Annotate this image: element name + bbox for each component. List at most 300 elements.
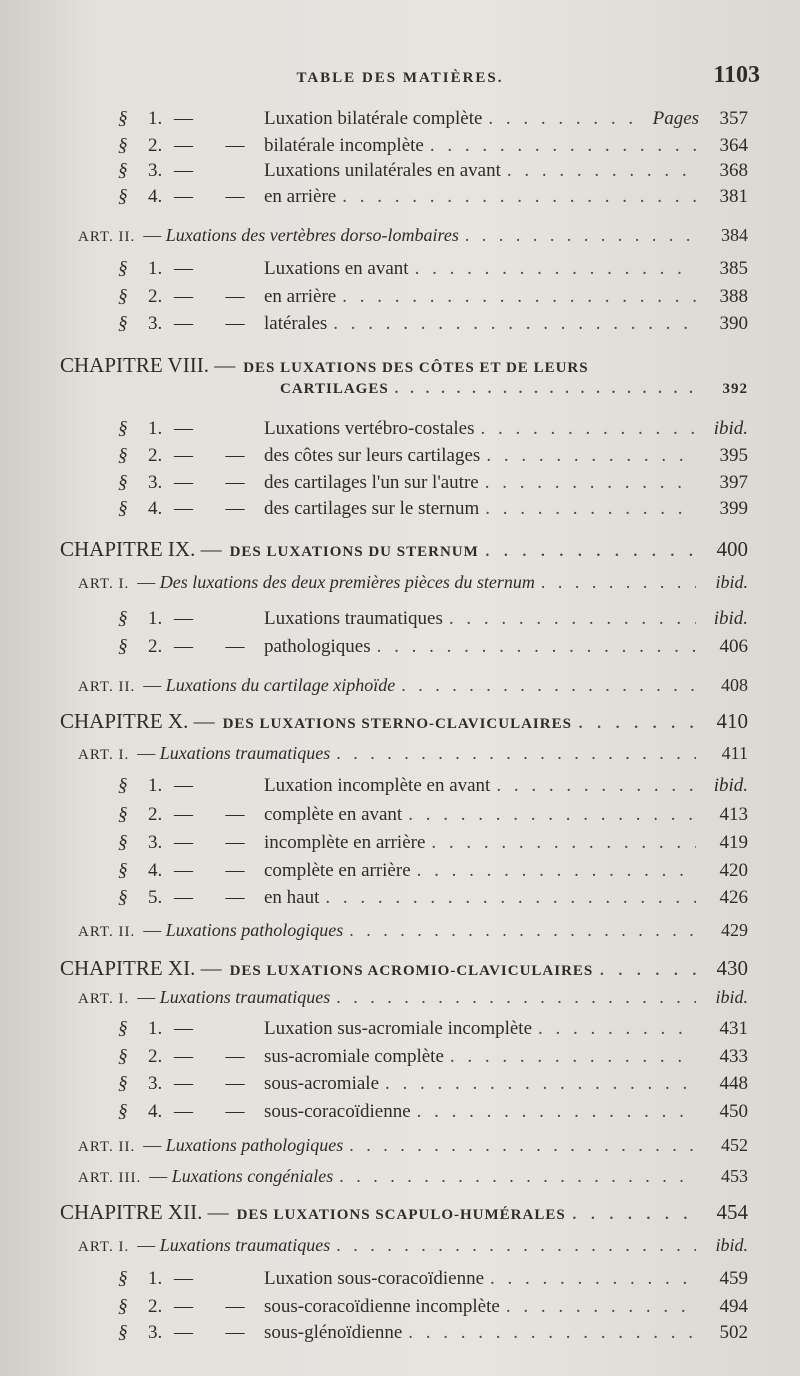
page-reference: 502 <box>719 1322 748 1343</box>
entry-label <box>118 286 336 308</box>
toc-chapter-entry <box>280 381 748 398</box>
entry-dash: — <box>174 135 193 156</box>
entry-dash: — <box>174 1073 193 1094</box>
section-mark: § <box>118 1101 128 1122</box>
ditto-dash: — <box>225 286 245 307</box>
leader-dots <box>395 381 696 398</box>
section-mark: § <box>118 472 128 493</box>
entry-label <box>280 381 389 398</box>
toc-section-entry <box>118 160 748 182</box>
article-label: ART. I. <box>78 747 130 763</box>
entry-dash: — <box>174 1268 193 1289</box>
section-number: 1. <box>148 258 163 279</box>
page-reference: 399 <box>719 498 748 519</box>
ditto-dash: — <box>225 832 245 853</box>
page-reference: 420 <box>719 860 748 881</box>
entry-dash: — <box>149 1166 168 1186</box>
entry-label <box>118 775 490 797</box>
ditto-dash: — <box>225 186 245 207</box>
entry-label <box>118 445 480 467</box>
section-mark: § <box>118 286 128 307</box>
entry-dash: — <box>174 1296 193 1317</box>
section-number: 2. <box>148 804 163 825</box>
chapter-label: CHAPITRE IX. <box>60 537 196 561</box>
page-reference: 410 <box>716 709 748 733</box>
leader-dots <box>377 636 696 658</box>
entry-label <box>60 709 572 734</box>
toc-section-entry <box>118 1322 748 1344</box>
leader-dots <box>538 1018 696 1040</box>
pages-label: Pages <box>652 108 700 129</box>
entry-dash: — <box>137 572 156 592</box>
leader-dots <box>507 160 696 182</box>
entry-label <box>118 135 424 157</box>
entry-label <box>78 987 330 1008</box>
toc-section-entry <box>118 1296 748 1318</box>
toc-section-entry <box>118 313 748 335</box>
entry-dash: — <box>174 160 193 181</box>
toc-article-entry <box>78 920 748 941</box>
toc-section-entry <box>118 1101 748 1123</box>
leader-dots <box>339 1166 696 1187</box>
entry-title: en arrière <box>264 286 337 307</box>
entry-dash: — <box>200 537 222 561</box>
entry-label <box>118 258 409 280</box>
leader-dots <box>333 313 696 335</box>
leader-dots <box>336 1235 696 1256</box>
entry-label <box>118 1046 444 1068</box>
section-mark: § <box>118 608 128 629</box>
ditto-dash: — <box>225 860 245 881</box>
entry-label <box>78 1135 343 1156</box>
entry-title: bilatérale incomplète <box>264 135 424 156</box>
section-number: 1. <box>148 1268 163 1289</box>
toc-section-entry <box>118 186 748 208</box>
entry-dash: — <box>174 313 193 334</box>
entry-dash: — <box>143 1135 162 1155</box>
section-mark: § <box>118 832 128 853</box>
entry-dash: — <box>174 186 193 207</box>
entry-dash: — <box>174 472 193 493</box>
entry-title: en arrière <box>264 186 337 207</box>
section-mark: § <box>118 135 128 156</box>
entry-title: sous-acromiale <box>264 1073 380 1094</box>
entry-title: Luxation bilatérale complète <box>264 108 483 129</box>
entry-dash: — <box>174 832 193 853</box>
section-number: 3. <box>148 1322 163 1343</box>
section-mark: § <box>118 108 128 129</box>
entry-label <box>118 418 475 440</box>
entry-label <box>78 675 395 696</box>
page-reference: 426 <box>719 887 748 908</box>
toc-section-entry <box>118 418 748 440</box>
entry-dash: — <box>174 860 193 881</box>
leader-dots <box>408 804 696 826</box>
toc-section-entry <box>118 472 748 494</box>
entry-dash: — <box>174 108 193 129</box>
section-number: 4. <box>148 186 163 207</box>
page-reference: 431 <box>719 1018 748 1039</box>
section-mark: § <box>118 775 128 796</box>
entry-label <box>78 1166 333 1187</box>
entry-label <box>118 1322 402 1344</box>
section-number: 2. <box>148 135 163 156</box>
section-mark: § <box>118 160 128 181</box>
entry-dash: — <box>143 225 162 245</box>
section-mark: § <box>118 860 128 881</box>
toc-section-entry <box>118 775 748 797</box>
entry-dash: — <box>174 1018 193 1039</box>
entry-dash: — <box>143 675 162 695</box>
chapter-title: DES LUXATIONS STERNO-CLAVICULAIRES <box>222 716 572 732</box>
section-mark: § <box>118 445 128 466</box>
entry-dash: — <box>174 887 193 908</box>
page-reference: 381 <box>719 186 748 207</box>
section-mark: § <box>118 636 128 657</box>
toc-section-entry <box>118 498 748 520</box>
toc-section-entry <box>118 135 748 157</box>
chapter-title: DES LUXATIONS ACROMIO-CLAVICULAIRES <box>229 963 594 979</box>
article-label: ART. I. <box>78 576 130 592</box>
entry-label <box>78 920 343 941</box>
entry-label <box>60 353 589 378</box>
leader-dots <box>481 418 696 440</box>
leader-dots <box>349 1135 696 1156</box>
chapter-label: CHAPITRE X. <box>60 709 189 733</box>
entry-label <box>118 498 479 520</box>
page-reference: 406 <box>719 636 748 657</box>
leader-dots <box>450 1046 696 1068</box>
ditto-dash: — <box>225 636 245 657</box>
section-mark: § <box>118 1018 128 1039</box>
section-number: 5. <box>148 887 163 908</box>
page-reference: 413 <box>719 804 748 825</box>
toc-section-entry <box>118 258 748 280</box>
leader-dots <box>599 956 696 981</box>
leader-dots <box>401 675 696 696</box>
entry-title: Luxations en avant <box>264 258 409 279</box>
ditto-dash: — <box>225 313 245 334</box>
section-number: 3. <box>148 832 163 853</box>
section-mark: § <box>118 1073 128 1094</box>
entry-title: complète en arrière <box>264 860 411 881</box>
ditto-dash: — <box>225 804 245 825</box>
entry-title: sus-acromiale complète <box>264 1046 444 1067</box>
section-number: 1. <box>148 1018 163 1039</box>
entry-label <box>118 804 402 826</box>
entry-label <box>60 956 593 981</box>
section-number: 3. <box>148 313 163 334</box>
section-number: 3. <box>148 160 163 181</box>
page-reference: 433 <box>719 1046 748 1067</box>
leader-dots <box>385 1073 696 1095</box>
entry-title: Luxations du cartilage xiphoïde <box>165 675 396 695</box>
page-reference: 453 <box>721 1166 748 1186</box>
section-number: 1. <box>148 775 163 796</box>
article-label: ART. I. <box>78 991 130 1007</box>
toc-section-entry <box>118 1018 748 1040</box>
section-mark: § <box>118 418 128 439</box>
entry-dash: — <box>137 743 156 763</box>
leader-dots <box>465 225 696 246</box>
section-number: 4. <box>148 860 163 881</box>
toc-section-entry <box>118 608 748 630</box>
page-reference: ibid. <box>713 775 748 796</box>
entry-label <box>118 1018 532 1040</box>
entry-title: incomplète en arrière <box>264 832 426 853</box>
page-number: 1103 <box>713 62 760 88</box>
ditto-dash: — <box>225 498 245 519</box>
leader-dots <box>485 472 696 494</box>
entry-title: des cartilages sur le sternum <box>264 498 480 519</box>
toc-chapter-entry <box>60 353 748 378</box>
toc-article-entry <box>78 675 748 696</box>
section-mark: § <box>118 1322 128 1343</box>
section-number: 2. <box>148 636 163 657</box>
ditto-dash: — <box>225 472 245 493</box>
section-number: 1. <box>148 608 163 629</box>
page-reference: 429 <box>721 920 748 940</box>
entry-dash: — <box>137 987 156 1007</box>
entry-label <box>78 743 330 764</box>
entry-label <box>118 1073 379 1095</box>
entry-dash: — <box>143 920 162 940</box>
entry-title: sous-glénoïdienne <box>264 1322 403 1343</box>
toc-section-entry <box>118 445 748 467</box>
entry-title: Luxations des vertèbres dorso-lombaires <box>165 225 459 245</box>
section-mark: § <box>118 186 128 207</box>
page-reference: 385 <box>719 258 748 279</box>
leader-dots <box>486 445 696 467</box>
page-reference: 357 <box>719 108 748 129</box>
ditto-dash: — <box>225 445 245 466</box>
entry-label <box>118 887 319 909</box>
entry-label <box>118 472 479 494</box>
section-number: 2. <box>148 1046 163 1067</box>
toc-chapter-entry <box>60 709 748 734</box>
page-reference: ibid. <box>713 608 748 629</box>
entry-dash: — <box>137 1235 156 1255</box>
entry-title: en haut <box>264 887 320 908</box>
ditto-dash: — <box>225 1322 245 1343</box>
entry-label <box>60 537 479 562</box>
page-reference: 411 <box>721 743 748 763</box>
page-reference: 408 <box>721 675 748 695</box>
entry-dash: — <box>214 353 236 377</box>
running-header-title: TABLE DES MATIÈRES. <box>296 70 504 86</box>
entry-dash: — <box>200 956 222 980</box>
entry-dash: — <box>174 775 193 796</box>
ditto-dash: — <box>225 1046 245 1067</box>
section-number: 4. <box>148 1101 163 1122</box>
article-label: ART. II. <box>78 1139 136 1155</box>
page-reference: ibid. <box>715 987 748 1007</box>
leader-dots <box>506 1296 696 1318</box>
entry-dash: — <box>174 804 193 825</box>
leader-dots <box>325 887 696 909</box>
leader-dots <box>430 135 696 157</box>
chapter-label: CHAPITRE VIII. <box>60 353 209 377</box>
toc-article-entry <box>78 1235 748 1256</box>
page-reference: 364 <box>719 135 748 156</box>
entry-label <box>118 636 371 658</box>
toc-section-entry <box>118 286 748 308</box>
toc-section-entry <box>118 1046 748 1068</box>
page-reference: 459 <box>719 1268 748 1289</box>
toc-article-entry <box>78 1135 748 1156</box>
entry-dash: — <box>207 1200 229 1224</box>
entry-title: Luxations congéniales <box>171 1166 334 1186</box>
page-reference: ibid. <box>715 1235 748 1255</box>
entry-title: Luxations traumatiques <box>159 1235 331 1255</box>
toc-section-entry <box>118 108 748 130</box>
entry-title: Luxations traumatiques <box>264 608 443 629</box>
entry-dash: — <box>174 498 193 519</box>
toc-article-entry <box>78 1166 748 1187</box>
section-mark: § <box>118 498 128 519</box>
section-number: 3. <box>148 472 163 493</box>
section-number: 1. <box>148 418 163 439</box>
section-mark: § <box>118 804 128 825</box>
entry-label <box>118 186 336 208</box>
chapter-label: CHAPITRE XI. <box>60 956 196 980</box>
leader-dots <box>431 832 696 854</box>
toc-section-entry <box>118 1268 748 1290</box>
page-reference: 384 <box>721 225 748 245</box>
ditto-dash: — <box>225 887 245 908</box>
page-reference: 390 <box>719 313 748 334</box>
chapter-title-continued: CARTILAGES <box>280 381 389 397</box>
ditto-dash: — <box>225 1073 245 1094</box>
page-reference: 454 <box>716 1200 748 1224</box>
leader-dots <box>336 743 696 764</box>
toc-article-entry <box>78 987 748 1008</box>
leader-dots <box>342 186 696 208</box>
entry-title: latérales <box>264 313 328 334</box>
toc-section-entry <box>118 860 748 882</box>
entry-dash: — <box>174 1046 193 1067</box>
article-label: ART. II. <box>78 679 136 695</box>
entry-title: des côtes sur leurs cartilages <box>264 445 481 466</box>
entry-label <box>118 832 425 854</box>
toc-section-entry <box>118 804 748 826</box>
page-reference: 494 <box>719 1296 748 1317</box>
toc-section-entry <box>118 832 748 854</box>
entry-dash: — <box>174 445 193 466</box>
entry-dash: — <box>174 418 193 439</box>
page-reference: 388 <box>719 286 748 307</box>
entry-label <box>118 1296 500 1318</box>
leader-dots <box>449 608 696 630</box>
section-number: 2. <box>148 1296 163 1317</box>
leader-dots <box>572 1200 696 1225</box>
page-reference: 392 <box>722 381 748 397</box>
entry-label <box>118 313 327 335</box>
section-mark: § <box>118 258 128 279</box>
toc-section-entry <box>118 1073 748 1095</box>
entry-dash: — <box>174 286 193 307</box>
page-reference: ibid. <box>713 418 748 439</box>
ditto-dash: — <box>225 135 245 156</box>
chapter-title: DES LUXATIONS DU STERNUM <box>229 544 479 560</box>
section-mark: § <box>118 1296 128 1317</box>
chapter-label: CHAPITRE XII. <box>60 1200 203 1224</box>
article-label: ART. II. <box>78 924 136 940</box>
section-mark: § <box>118 1046 128 1067</box>
entry-title: des cartilages l'un sur l'autre <box>264 472 479 493</box>
entry-title: Luxations pathologiques <box>165 1135 344 1155</box>
toc-article-entry <box>78 225 748 246</box>
leader-dots <box>408 1322 696 1344</box>
page-reference: ibid. <box>715 572 748 592</box>
toc-chapter-entry <box>60 537 748 562</box>
entry-title: sous-coracoïdienne incomplète <box>264 1296 500 1317</box>
page-reference: 430 <box>716 956 748 980</box>
chapter-title: DES LUXATIONS SCAPULO-HUMÉRALES <box>236 1207 566 1223</box>
ditto-dash: — <box>225 1101 245 1122</box>
entry-dash: — <box>174 1322 193 1343</box>
entry-title: Luxations unilatérales en avant <box>264 160 501 181</box>
entry-title: Luxation incomplète en avant <box>264 775 491 796</box>
entry-title: pathologiques <box>264 636 371 657</box>
entry-label <box>78 1235 330 1256</box>
entry-label <box>60 1200 566 1225</box>
entry-label <box>118 160 501 182</box>
section-mark: § <box>118 313 128 334</box>
entry-label <box>118 1268 484 1290</box>
entry-title: Luxations traumatiques <box>159 987 331 1007</box>
leader-dots <box>336 987 696 1008</box>
toc-chapter-entry <box>60 1200 748 1225</box>
ditto-dash: — <box>225 1296 245 1317</box>
toc-article-entry <box>78 743 748 764</box>
entry-title: sous-coracoïdienne <box>264 1101 411 1122</box>
page-reference: 448 <box>719 1073 748 1094</box>
toc-section-entry <box>118 887 748 909</box>
section-number: 2. <box>148 445 163 466</box>
leader-dots <box>541 572 696 593</box>
article-label: ART. III. <box>78 1170 142 1186</box>
entry-title: Luxations pathologiques <box>165 920 344 940</box>
leader-dots <box>342 286 696 308</box>
leader-dots <box>417 860 696 882</box>
entry-label <box>118 860 411 882</box>
leader-dots <box>485 498 696 520</box>
leader-dots <box>490 1268 696 1290</box>
article-label: ART. I. <box>78 1239 130 1255</box>
page-reference: 395 <box>719 445 748 466</box>
section-number: 4. <box>148 498 163 519</box>
leader-dots <box>578 709 696 734</box>
page-reference: 368 <box>719 160 748 181</box>
leader-dots <box>417 1101 696 1123</box>
page-reference: 450 <box>719 1101 748 1122</box>
leader-dots <box>485 537 696 562</box>
leader-dots <box>496 775 696 797</box>
toc-article-entry <box>78 572 748 593</box>
entry-label <box>118 1101 411 1123</box>
page-reference: 452 <box>721 1135 748 1155</box>
entry-label <box>78 572 535 593</box>
section-number: 3. <box>148 1073 163 1094</box>
page-reference: 400 <box>716 537 748 561</box>
entry-title: Luxation sus-acromiale incomplète <box>264 1018 533 1039</box>
entry-dash: — <box>174 608 193 629</box>
toc-chapter-entry <box>60 956 748 981</box>
entry-dash: — <box>174 1101 193 1122</box>
leader-dots <box>349 920 696 941</box>
entry-title: Luxation sous-coracoïdienne <box>264 1268 485 1289</box>
